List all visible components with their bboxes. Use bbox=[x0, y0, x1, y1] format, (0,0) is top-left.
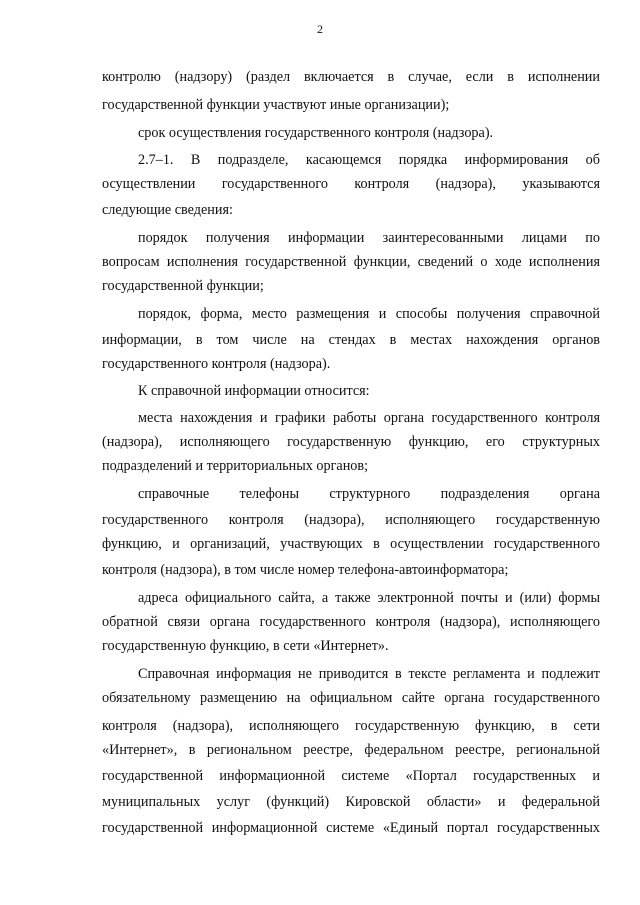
text-line: государственной функции участвуют иные организации); bbox=[102, 97, 450, 113]
text-line: порядок получения информации заинтересованными лицами по bbox=[138, 230, 600, 246]
text-line: информации, в том числе на стендах в местах нахождения органов bbox=[102, 332, 600, 348]
text-line: государственной информационной системе «Единый портал государственных bbox=[102, 820, 600, 836]
text-line: следующие сведения: bbox=[102, 202, 233, 218]
text-line: (надзора), исполняющего государственную функцию, его структурных bbox=[102, 434, 600, 450]
text-line: контроля (надзора), в том числе номер телефона-автоинформатора; bbox=[102, 562, 509, 578]
text-line: функцию, и организаций, участвующих в осуществлении государственного bbox=[102, 536, 600, 552]
text-line: государственной функции; bbox=[102, 278, 264, 294]
text-line: государственной информационной системе «Портал государственных и bbox=[102, 768, 600, 784]
text-line: государственного контроля (надзора). bbox=[102, 356, 331, 372]
text-line: контролю (надзору) (раздел включается в случае, если в исполнении bbox=[102, 69, 600, 85]
text-line: места нахождения и графики работы органа государственного контроля bbox=[138, 410, 600, 426]
text-line: государственную функцию, в сети «Интернет». bbox=[102, 638, 389, 654]
text-line: 2.7–1. В подразделе, касающемся порядка информирования об bbox=[138, 152, 600, 168]
text-line: обязательному размещению на официальном сайте органа государственного bbox=[102, 690, 600, 706]
text-line: К справочной информации относится: bbox=[138, 383, 370, 399]
text-line: осуществлении государственного контроля (надзора), указываются bbox=[102, 176, 600, 192]
text-line: адреса официального сайта, а также электронной почты и (или) формы bbox=[138, 590, 600, 606]
text-line: обратной связи органа государственного контроля (надзора), исполняющего bbox=[102, 614, 600, 630]
text-line: порядок, форма, место размещения и способы получения справочной bbox=[138, 306, 600, 322]
text-line: муниципальных услуг (функций) Кировской области» и федеральной bbox=[102, 794, 600, 810]
text-line: государственного контроля (надзора), исполняющего государственную bbox=[102, 512, 600, 528]
text-line: подразделений и территориальных органов; bbox=[102, 458, 369, 474]
text-line: срок осуществления государственного контроля (надзора). bbox=[138, 125, 494, 141]
text-line: вопросам исполнения государственной функции, сведений о ходе исполнения bbox=[102, 254, 600, 270]
text-line: контроля (надзора), исполняющего государственную функцию, в сети bbox=[102, 718, 600, 734]
text-line: «Интернет», в региональном реестре, федеральном реестре, региональной bbox=[102, 742, 600, 758]
text-line: Справочная информация не приводится в тексте регламента и подлежит bbox=[138, 666, 600, 682]
page-number: 2 bbox=[317, 22, 323, 36]
text-line: справочные телефоны структурного подразделения органа bbox=[138, 486, 600, 502]
